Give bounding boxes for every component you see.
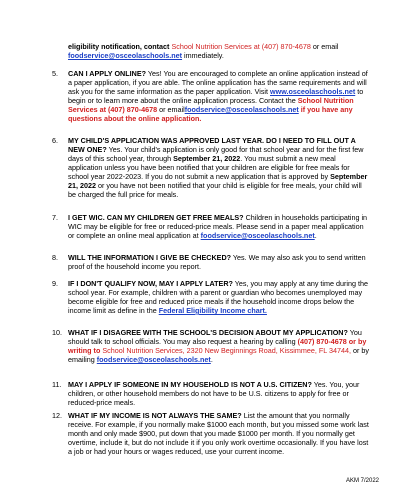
faq-item-9	[52, 279, 370, 315]
faq-question: CAN I APPLY ONLINE?	[68, 69, 147, 78]
intro-paragraph	[68, 42, 368, 60]
faq-answer: You should talk to school officials. You may also request a hearing by calling	[68, 328, 362, 346]
faq-answer: Yes, you may apply at any time during the school year. For example, children with a parent or guardian who becomes unemployed may become eligible for free and reduced price meals if the household income drops below the income limit as define in the	[68, 279, 368, 315]
address-red: School Nutrition Services, 2320 New Beginnings Road, Kissimmee, FL 34744,	[100, 346, 351, 355]
faq-answer-cont2: or you have not been notified that your child is eligible for free meals, your child will be charged the full price for meals.	[68, 181, 362, 199]
faq-item-12	[52, 411, 370, 456]
faq-number: 7.	[52, 213, 58, 222]
intro-email-link[interactable]: foodservice@osceolaschools.net	[68, 51, 183, 60]
faq-answer: List the amount that you normally receive. For example, if you normally make $1000 each month, but you missed some work last month and only made $900, put down that you made $1000 per month. If you normally get overtime, include it, but do not include it if you only work overtime occasionally. If you have lost a job or had your hours or wages reduced, use your current income.	[68, 411, 369, 456]
faq-item-11	[52, 380, 370, 407]
faq-number: 9.	[52, 279, 58, 288]
faq-answer: Yes. We may also ask you to send written proof of the household income you report.	[68, 253, 366, 271]
faq-answer-end: .	[210, 355, 213, 364]
faq-number: 12.	[52, 411, 62, 420]
questions-red: if you have any questions about the online application.	[68, 105, 353, 123]
faq-answer: Children in households participating in WIC may be eligible for free or reduced-price meals. Please send in a paper meal application or complete an online meal application at	[68, 213, 368, 240]
faq-item-10	[52, 328, 370, 364]
intro-text: or email	[310, 42, 339, 51]
faq-question: IF I DON'T QUALIFY NOW, MAY I APPLY LATER?	[68, 279, 233, 288]
faq-question: I GET WIC. CAN MY CHILDREN GET FREE MEALS?	[68, 213, 244, 222]
contact-red: School Nutrition Services at (407) 870-4678	[68, 96, 354, 114]
faq-question: MAY I APPLY IF SOMEONE IN MY HOUSEHOLD IS NOT A U.S. CITIZEN?	[68, 380, 312, 389]
faq-item-6	[52, 136, 370, 199]
faq-item-8	[52, 253, 370, 271]
website-link[interactable]: www.osceolaschools.net	[270, 87, 356, 96]
deadline-date: September 21, 2022	[68, 172, 368, 190]
faq-question: MY CHILD'S APPLICATION WAS APPROVED LAST YEAR. DO I NEED TO FILL OUT A NEW ONE?	[68, 136, 356, 154]
faq-answer: Yes. Your child's application is only good for that school year and for the first few days of this school year, through	[68, 145, 364, 163]
faq-answer-cont: . You must submit a new meal application unless you have been notified that your children are eligible for free meals for school year 2022-2023. If you do not submit a new application that is approved by	[68, 154, 350, 181]
email-link[interactable]: foodservice@osceolaschools.net	[200, 231, 315, 240]
email-link[interactable]: foodservice@osceolaschools.net	[96, 355, 211, 364]
intro-text-end: immediately.	[182, 51, 224, 60]
faq-answer: Yes. You, your children, or other household members do not have to be U.S. citizens to apply for free or reduced-price meals.	[68, 380, 360, 407]
faq-question: WHAT IF I DISAGREE WITH THE SCHOOL'S DECISION ABOUT MY APPLICATION?	[68, 328, 348, 337]
income-chart-link[interactable]: Federal Eligibility Income chart.	[158, 306, 267, 315]
faq-number: 6.	[52, 136, 58, 145]
intro-contact-red: School Nutrition Services at (407) 870-4678	[171, 42, 311, 51]
faq-question: WHAT IF MY INCOME IS NOT ALWAYS THE SAME?	[68, 411, 242, 420]
faq-item-5	[52, 69, 370, 123]
faq-number: 10.	[52, 328, 62, 337]
footer-label: AKM 7/2022	[345, 478, 379, 484]
faq-answer-end: .	[314, 231, 317, 240]
faq-number: 5.	[52, 69, 58, 78]
phone-red: (407) 870-4678 or by writing to	[68, 337, 367, 355]
email-link[interactable]: foodservice@osceolaschools.net	[184, 105, 299, 114]
faq-number: 8.	[52, 253, 58, 262]
faq-number: 11.	[52, 380, 62, 389]
faq-answer-cont: or by emailing	[68, 346, 369, 364]
faq-answer-cont2: or email	[157, 105, 185, 114]
faq-answer-cont: to begin or to learn more about the online application process. Contact the	[68, 87, 364, 105]
intro-bold: eligibility notification, contact	[68, 42, 172, 51]
faq-answer: Yes! You are encouraged to complete an online application instead of a paper application, if you are able. The online application has the same requirements and will ask you for the same information as the paper application. Visit	[68, 69, 368, 96]
faq-question: WILL THE INFORMATION I GIVE BE CHECKED?	[68, 253, 232, 262]
deadline-date: September 21, 2022	[173, 154, 241, 163]
faq-item-7	[52, 213, 370, 240]
